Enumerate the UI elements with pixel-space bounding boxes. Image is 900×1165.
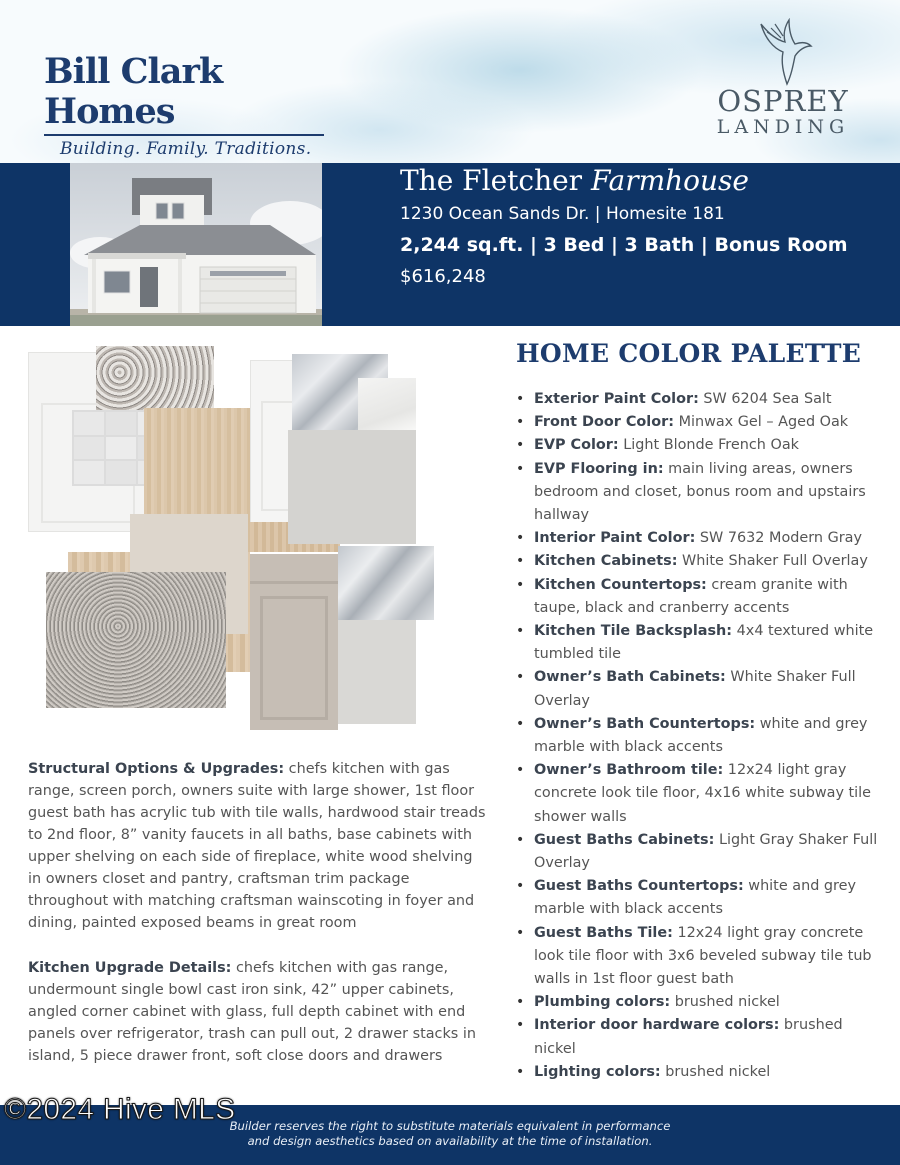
carpet-swatch (46, 572, 226, 708)
kitchen-upgrade-label: Kitchen Upgrade Details: (28, 960, 232, 976)
kitchen-upgrade-text: chefs kitchen with gas range, undermount single bowl cast iron sink, 42” upper cabinets, angled corner cabinet with glass, full depth cabinet with end panels over refrigerator, trash can pull out, 2 drawer stacks in island, 5 piece drawer front, soft close doors and drawers (28, 960, 476, 1064)
listing-info (400, 163, 848, 291)
listing-price: $616,248 (400, 266, 486, 287)
kitchen-upgrade-paragraph (28, 957, 490, 1067)
list-item: • Owner’s Bathroom tile: 12x24 light gray concrete look tile floor, 4x16 white subway tile shower walls (512, 759, 888, 829)
list-item: • Interior Paint Color: SW 7632 Modern Gray (512, 527, 888, 550)
structural-options-paragraph (28, 758, 490, 934)
mls-watermark: ©2024 Hive MLS (4, 1093, 236, 1126)
concrete-tile-swatch (288, 430, 416, 544)
builder-tagline: Building. Family. Traditions. (60, 139, 312, 159)
guest-concrete-swatch (338, 620, 416, 724)
model-style: Farmhouse (590, 164, 749, 197)
house-photo (70, 163, 322, 326)
builder-logo (44, 52, 334, 159)
disclaimer: Builder reserves the right to substitute materials equivalent in performance and design aesthetics based on availability at the time of installation. (229, 1119, 671, 1148)
list-item: • Owner’s Bath Countertops: white and grey marble with black accents (512, 713, 888, 759)
list-item: • Guest Baths Cabinets: Light Gray Shaker Full Overlay (512, 829, 888, 875)
list-item: • Exterior Paint Color: SW 6204 Sea Salt (512, 388, 888, 411)
gray-cabinet-swatch (250, 554, 338, 730)
list-item: • Lighting colors: brushed nickel (512, 1061, 888, 1084)
header-banner (0, 0, 900, 163)
structural-options-label: Structural Options & Upgrades: (28, 761, 285, 777)
list-item: • EVP Flooring in: main living areas, owners bedroom and closet, bonus room and upstairs hallway (512, 458, 888, 528)
list-item: • Plumbing colors: brushed nickel (512, 991, 888, 1014)
community-logo (708, 18, 858, 138)
list-item: • Guest Baths Tile: 12x24 light gray concrete look tile floor with 3x6 beveled subway tile tub walls in 1st floor guest bath (512, 922, 888, 992)
structural-options-text: chefs kitchen with gas range, screen porch, owners suite with large shower, 1st floor guest bath has acrylic tub with tile walls, hardwood stair treads to 2nd floor, 8” vanity faucets in all baths, base cabinets with upper shelving on each side of fireplace, white wood shelving in owners closet and pantry, craftsman trim package throughout with matching craftsman wainscoting in foyer and dining, painted exposed beams in great room (28, 761, 486, 931)
community-subtitle: LANDING (716, 116, 850, 138)
list-item: • Interior door hardware colors: brushed nickel (512, 1014, 888, 1060)
logo-rule (44, 134, 324, 136)
listing-address: 1230 Ocean Sands Dr. | Homesite 181 (400, 204, 725, 224)
list-item: • Kitchen Cabinets: White Shaker Full Overlay (512, 550, 888, 573)
list-item: • EVP Color: Light Blonde French Oak (512, 434, 888, 457)
listing-band (0, 163, 900, 326)
model-title (400, 163, 848, 199)
list-item: • Kitchen Tile Backsplash: 4x4 textured white tumbled tile (512, 620, 888, 666)
list-item: • Guest Baths Countertops: white and grey marble with black accents (512, 875, 888, 921)
osprey-bird-icon (753, 18, 813, 86)
guest-marble-swatch (338, 546, 434, 620)
list-item: • Kitchen Countertops: cream granite with taupe, black and cranberry accents (512, 574, 888, 620)
list-item: • Front Door Color: Minwax Gel – Aged Oak (512, 411, 888, 434)
community-name: OSPREY (717, 84, 849, 118)
material-swatch-collage (28, 346, 428, 736)
palette-title: HOME COLOR PALETTE (516, 339, 862, 368)
listing-specs: 2,244 sq.ft. | 3 Bed | 3 Bath | Bonus Room (400, 234, 848, 256)
builder-name: Bill Clark Homes (44, 51, 223, 132)
list-item: • Owner’s Bath Cabinets: White Shaker Full Overlay (512, 666, 888, 712)
model-name: The Fletcher (400, 164, 583, 197)
palette-list (512, 388, 888, 1084)
